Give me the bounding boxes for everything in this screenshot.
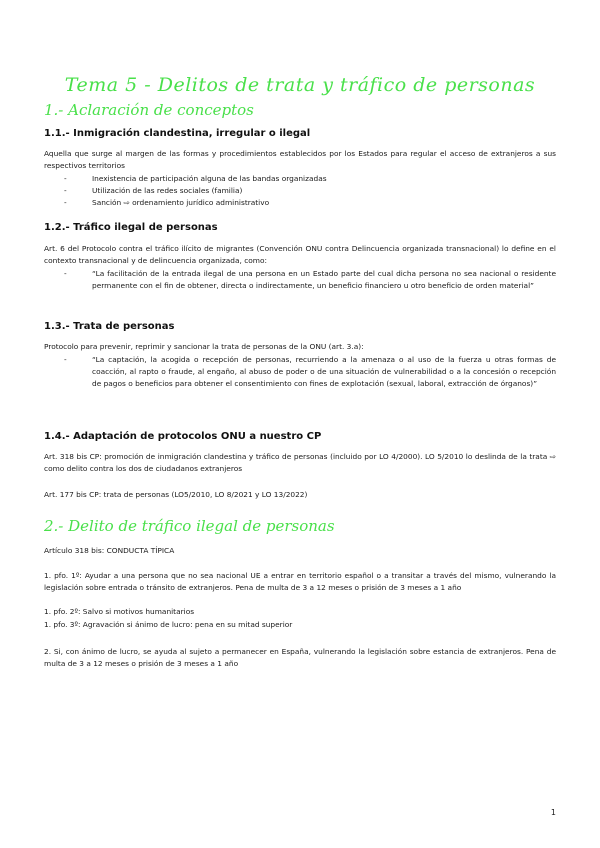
list-item: - “La facilitación de la entrada ilegal de una persona en un Estado parte del cual dicha persona no sea nacional o residente permanente con el fin de obtener, directa o indirectamente, un beneficio financiero u otro beneficio de orden material”: [64, 269, 556, 290]
section-2-heading: 2.- Delito de tráfico ilegal de personas: [44, 517, 335, 535]
section-2-paragraph: 1. pfo. 1º: Ayudar a una persona que no sea nacional UE a entrar en territorio español o a transitar a través del mismo, vulnerando la legislación sobre entrada o tránsito de extranjeros. Pena de multa de 3 a 12 meses o prisión de 3 meses a 1 año: [44, 571, 556, 592]
page-number: 1: [550, 808, 556, 817]
section-1-heading: 1.- Aclaración de conceptos: [44, 101, 254, 119]
subsection-1-2-text: Art. 6 del Protocolo contra el tráfico ilícito de migrantes (Convención ONU contra Delincuencia organizada transnacional) lo define en el contexto transnacional y de delincuencia organizada, como:: [44, 244, 556, 265]
subsection-1-3-text: Protocolo para prevenir, reprimir y sancionar la trata de personas de la ONU (art. 3.a):: [44, 342, 364, 351]
subsection-1-2-heading: 1.2.- Tráfico ilegal de personas: [44, 222, 218, 233]
section-2-paragraph: 1. pfo. 2º: Salvo si motivos humanitarios: [44, 607, 195, 616]
list-item: - Utilización de las redes sociales (familia): [64, 186, 243, 195]
document-title: Tema 5 - Delitos de trata y tráfico de personas: [64, 74, 536, 96]
list-item: - Inexistencia de participación alguna de las bandas organizadas: [64, 174, 327, 183]
section-2-label: Artículo 318 bis: CONDUCTA TÍPICA: [44, 546, 175, 555]
subsection-1-3-heading: 1.3.- Trata de personas: [44, 321, 175, 332]
list-item: - “La captación, la acogida o recepción de personas, recurriendo a la amenaza o al uso de la fuerza u otras formas de coacción, al rapto o fraude, al engaño, al abuso de poder o de una situación de vulnerabilidad o a la concesión o recepción de pagos o beneficios para obtener el consentimiento con fines de explotación (sexual, laboral, extracción de órganos)”: [64, 355, 556, 388]
list-item: - Sanción ⇨ ordenamiento jurídico administrativo: [64, 198, 270, 207]
subsection-1-4-heading: 1.4.- Adaptación de protocolos ONU a nuestro CP: [44, 431, 322, 442]
section-2-paragraph: 2. Si, con ánimo de lucro, se ayuda al sujeto a permanecer en España, vulnerando la legislación sobre estancia de extranjeros. Pena de multa de 3 a 12 meses o prisión de 3 meses a 1 año: [44, 647, 556, 668]
subsection-1-4-text-2: Art. 177 bis CP: trata de personas (LO5/2010, LO 8/2021 y LO 13/2022): [44, 490, 308, 499]
subsection-1-1-text: Aquella que surge al margen de las formas y procedimientos establecidos por los Estados para regular el acceso de extranjeros a sus respectivos territorios: [44, 149, 556, 170]
subsection-1-4-text-1: Art. 318 bis CP: promoción de inmigración clandestina y tráfico de personas (incluido por LO 4/2000). LO 5/2010 lo deslinda de la trata ⇨ como delito contra los dos de ciudadanos extranjeros: [44, 452, 556, 473]
subsection-1-1-heading: 1.1.- Inmigración clandestina, irregular o ilegal: [44, 128, 311, 139]
section-2-paragraph: 1. pfo. 3º: Agravación si ánimo de lucro: pena en su mitad superior: [44, 620, 293, 629]
